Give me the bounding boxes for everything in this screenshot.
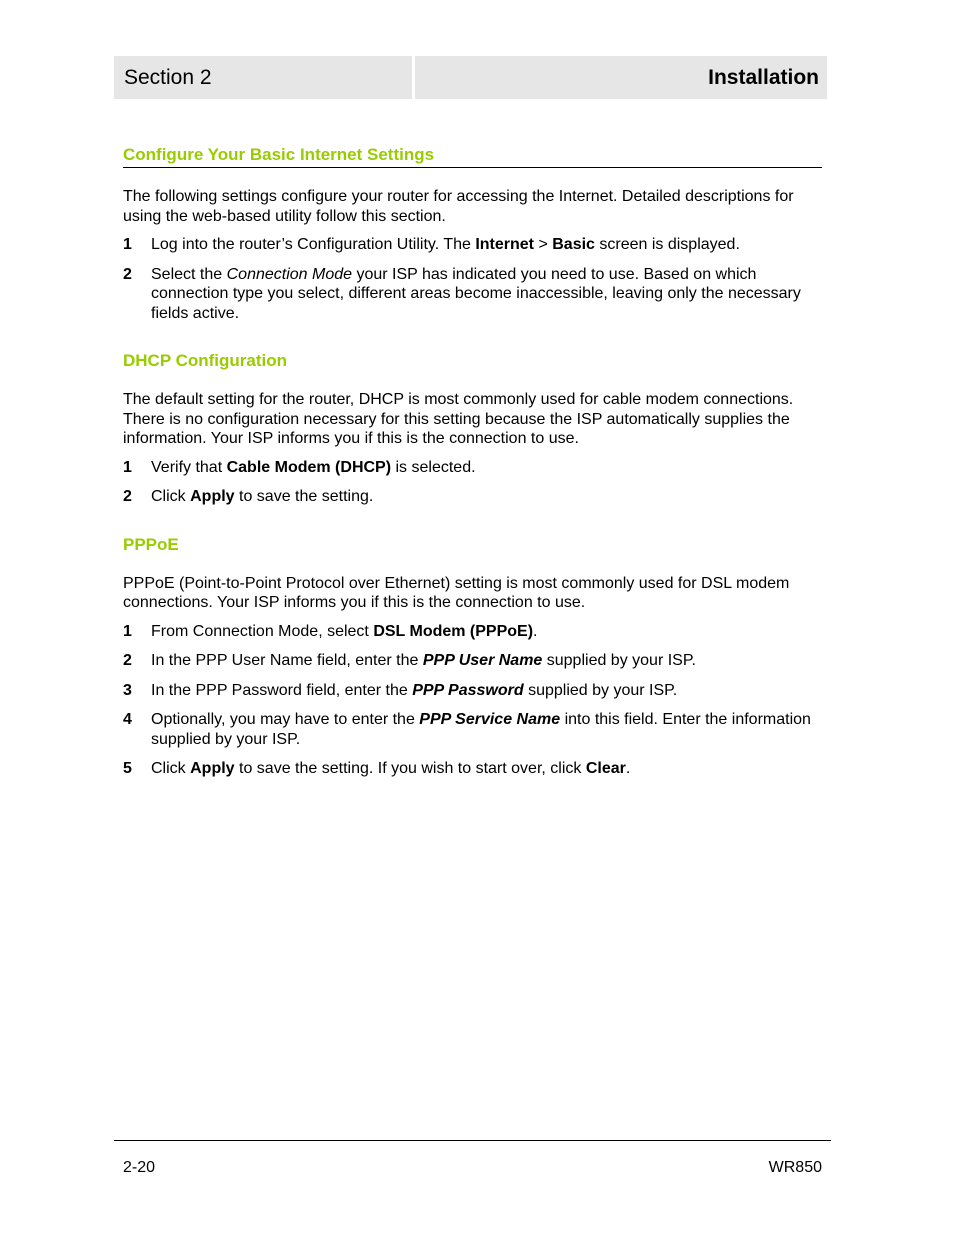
step-text-run: >: [534, 236, 553, 253]
step-number: 5: [123, 760, 132, 777]
pppoe-steps: [123, 622, 822, 779]
step-text-run: to save the setting.: [234, 488, 374, 505]
step-text-run: From Connection Mode, select: [151, 622, 374, 640]
intro-paragraph: The following settings configure your router for accessing the Internet. Detailed descriptions for using the web-based utility follow this section.: [123, 188, 794, 225]
step-text-run: is selected.: [391, 458, 476, 476]
step-text-run: .: [533, 622, 538, 640]
step-number: 4: [123, 711, 132, 728]
step-item: [123, 622, 822, 642]
header-section-label: Section 2: [114, 56, 412, 99]
footer-rule: [114, 1140, 831, 1141]
step-text-run: supplied by your ISP.: [542, 652, 696, 669]
dhcp-steps: [123, 458, 822, 507]
step-text-run: Clear: [585, 760, 626, 777]
step-text-run: Apply: [190, 488, 235, 505]
step-text: [151, 681, 822, 701]
step-text-run: Click: [151, 488, 191, 505]
step-text-run: screen is displayed.: [594, 236, 740, 253]
step-text-run: DSL Modem (PPPoE): [373, 622, 534, 640]
step-item: [123, 710, 822, 749]
step-text: [151, 487, 822, 507]
step-item: [123, 265, 822, 324]
product-model: WR850: [768, 1159, 822, 1176]
step-item: [123, 651, 822, 671]
step-text: [151, 235, 822, 255]
step-text-run: Apply: [190, 760, 235, 777]
dhcp-paragraph: The default setting for the router, DHCP is most commonly used for cable modem connections. There is no configuration necessary for this setting because the ISP automatically supplies the information. Your ISP informs you if this is the connection to use.: [123, 391, 794, 447]
step-text-run: Log into the router’s Configuration Utility. The: [151, 236, 476, 253]
step-text: [151, 458, 822, 478]
step-text-run: PPP Password: [412, 681, 524, 699]
step-text-run: your ISP has indicated you need to use. Based on which connection type you select, different areas become inaccessible, leaving only the necessary fields active.: [151, 265, 801, 322]
step-text-run: Optionally, you may have to enter the: [151, 711, 420, 728]
step-item: [123, 487, 822, 507]
page-number: 2-20: [123, 1159, 156, 1176]
step-number: 2: [123, 652, 132, 669]
step-text-run: In the PPP User Name field, enter the: [151, 652, 423, 669]
step-text-run: Cable Modem (DHCP): [226, 458, 392, 476]
step-text-run: into this field. Enter the information supplied by your ISP.: [151, 711, 811, 748]
step-text-run: Select the: [151, 265, 227, 283]
step-item: [123, 681, 822, 701]
step-text-run: to save the setting. If you wish to start over, click: [234, 760, 586, 777]
step-text: [151, 710, 822, 749]
step-text: [151, 622, 822, 642]
step-number: 1: [123, 622, 132, 640]
step-text-run: Internet: [475, 236, 534, 253]
step-item: [123, 235, 822, 255]
step-number: 1: [123, 236, 132, 253]
page-content: [123, 140, 822, 779]
step-text-run: Connection Mode: [226, 265, 353, 283]
header-chapter-title: Installation: [415, 56, 827, 99]
step-text-run: PPP Service Name: [419, 711, 561, 728]
step-number: 2: [123, 488, 132, 505]
pppoe-paragraph: PPPoE (Point-to-Point Protocol over Ethernet) setting is most commonly used for DSL modem connections. Your ISP informs you if this is the connection to use.: [123, 574, 790, 611]
step-text-run: Basic: [552, 236, 595, 253]
step-number: 2: [123, 265, 132, 283]
step-text-run: Verify that: [151, 458, 227, 476]
step-text: [151, 759, 822, 779]
section-heading: Configure Your Basic Internet Settings: [123, 144, 822, 168]
main-steps: [123, 235, 822, 323]
step-number: 1: [123, 458, 132, 476]
step-item: [123, 458, 822, 478]
step-text-run: .: [625, 760, 631, 777]
step-text-run: In the PPP Password field, enter the: [151, 681, 413, 699]
step-item: [123, 759, 822, 779]
step-text: [151, 651, 822, 671]
step-text-run: PPP User Name: [422, 652, 543, 669]
dhcp-heading: DHCP Configuration: [123, 351, 288, 370]
step-text-run: supplied by your ISP.: [523, 681, 678, 699]
step-text: [151, 265, 822, 324]
step-text-run: Click: [151, 760, 191, 777]
pppoe-heading: PPPoE: [123, 534, 179, 554]
step-number: 3: [123, 681, 132, 699]
